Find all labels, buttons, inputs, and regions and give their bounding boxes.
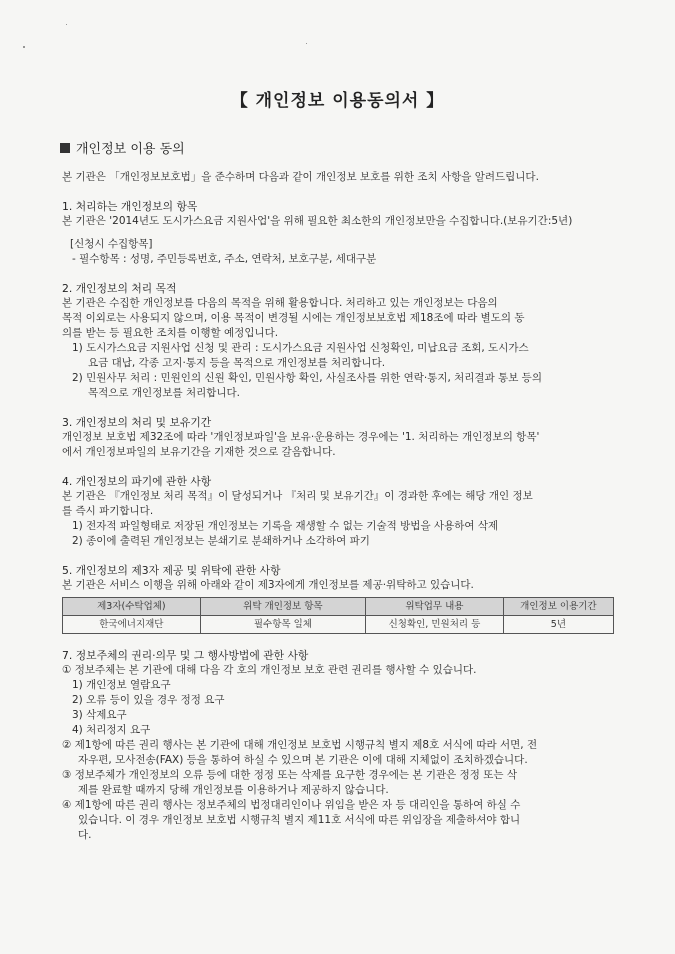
table-cell: 신청확인, 민원처리 등 — [366, 616, 504, 634]
s7-right: 3) 삭제요구 — [72, 709, 127, 721]
s2-heading: 2. 개인정보의 처리 목적 — [62, 282, 177, 295]
square-bullet-icon — [60, 143, 70, 153]
s7-clause: ① 정보주체는 본 기관에 대해 다음 각 호의 개인정보 보호 관련 권리를 행사할 수 있습니다. — [62, 664, 477, 676]
s4-line: 를 즉시 파기합니다. — [62, 505, 154, 517]
s5-heading: 5. 개인정보의 제3자 제공 및 위탁에 관한 사항 — [62, 564, 281, 577]
s1-text: 본 기관은 '2014년도 도시가스요금 지원사업'을 위해 필요한 최소한의 개인정보만을 수집합니다.(보유기간:5년) — [62, 215, 573, 227]
s7-clause-cont: 있습니다. 이 경우 개인정보 보호법 시행규칙 별지 제11호 서식에 따른 위임장을 제출하셔야 합니 — [78, 814, 521, 826]
table-cell: 필수항목 일체 — [200, 616, 365, 634]
table-cell: 한국에너지재단 — [63, 616, 201, 634]
s7-clause-cont: 자우편, 모사전송(FAX) 등을 통하여 하실 수 있으며 본 기관은 이에 대해 지체없이 조치하겠습니다. — [78, 754, 528, 766]
table-cell: 5년 — [503, 616, 613, 634]
s3-line: 개인정보 보호법 제32조에 따라 '개인정보파일'을 보유·운용하는 경우에는 '1. 처리하는 개인정보의 항목' — [62, 431, 540, 443]
scan-speck — [306, 43, 307, 44]
s7-clause: ④ 제1항에 따른 권리 행사는 정보주체의 법정대리인이나 위임을 받은 자 등 대리인을 통하여 하실 수 — [62, 799, 521, 811]
s7-clause-cont: 제를 완료할 때까지 당해 개인정보를 이용하거나 제공하지 않습니다. — [78, 784, 389, 796]
s2-line: 의를 받는 등 필요한 조치를 이행할 예정입니다. — [62, 327, 279, 339]
table-header-row — [63, 598, 614, 616]
table-header: 위탁 개인정보 항목 — [200, 598, 365, 616]
s3-heading: 3. 개인정보의 처리 및 보유기간 — [62, 416, 212, 429]
s2-line: 목적 이외로는 사용되지 않으며, 이용 목적이 변경될 시에는 개인정보보호법 제18조에 따라 별도의 동 — [62, 312, 525, 324]
s3-line: 에서 개인정보파일의 보유기간을 기재한 것으로 갈음합니다. — [62, 446, 336, 458]
document-body — [62, 170, 617, 843]
document-title: 【 개인정보 이용동의서 】 — [230, 91, 445, 111]
intro-text: 본 기관은 「개인정보보호법」을 준수하며 다음과 같이 개인정보 보호를 위한 조치 사항을 알려드립니다. — [62, 171, 539, 183]
s2-item-cont: 요금 대납, 각종 고지·통지 등을 목적으로 개인정보를 처리합니다. — [88, 357, 386, 369]
s4-item: 2) 종이에 출력된 개인정보는 분쇄기로 분쇄하거나 소각하여 파기 — [72, 535, 370, 547]
s4-line: 본 기관은 『개인정보 처리 목적』이 달성되거나 『처리 및 보유기간』이 경과한 후에는 해당 개인 정보 — [62, 490, 533, 502]
s7-clause: ② 제1항에 따른 권리 행사는 본 기관에 대해 개인정보 보호법 시행규칙 별지 제8호 서식에 따라 서면, 전 — [62, 739, 538, 751]
s1-heading: 1. 처리하는 개인정보의 항목 — [62, 200, 198, 213]
s2-line: 본 기관은 수집한 개인정보를 다음의 목적을 위해 활용합니다. 처리하고 있는 개인정보는 다음의 — [62, 297, 498, 309]
scan-speck — [66, 24, 67, 25]
section-title: 개인정보 이용 동의 — [76, 142, 185, 157]
s7-clause: ③ 정보주체가 개인정보의 오류 등에 대한 정정 또는 삭제를 요구한 경우에는 본 기관은 정정 또는 삭 — [62, 769, 518, 781]
s1-bracket: [신청시 수집항목] — [70, 238, 153, 250]
table-header: 개인정보 이용기간 — [503, 598, 613, 616]
provision-table — [62, 597, 614, 634]
table-header: 위탁업무 내용 — [366, 598, 504, 616]
s4-heading: 4. 개인정보의 파기에 관한 사항 — [62, 475, 212, 488]
s7-heading: 7. 정보주체의 권리·의무 및 그 행사방법에 관한 사항 — [62, 649, 309, 662]
s7-right: 2) 오류 등이 있을 경우 정정 요구 — [72, 694, 225, 706]
s4-item: 1) 전자적 파일형태로 저장된 개인정보는 기록을 재생할 수 없는 기술적 방법을 사용하여 삭제 — [72, 520, 499, 532]
s1-item: - 필수항목 : 성명, 주민등록번호, 주소, 연락처, 보호구분, 세대구분 — [72, 253, 377, 265]
s7-right: 1) 개인정보 열람요구 — [72, 679, 171, 691]
s5-line: 본 기관은 서비스 이행을 위해 아래와 같이 제3자에게 개인정보를 제공·위탁하고 있습니다. — [62, 579, 474, 591]
s7-clause-cont: 다. — [78, 829, 92, 841]
table-row — [63, 616, 614, 634]
s7-right: 4) 처리정지 요구 — [72, 724, 151, 736]
s2-item: 2) 민원사무 처리 : 민원인의 신원 확인, 민원사항 확인, 사실조사를 위한 연락·통지, 처리결과 통보 등의 — [72, 372, 542, 384]
s2-item-cont: 목적으로 개인정보를 처리합니다. — [88, 387, 241, 399]
section-header — [60, 138, 185, 157]
s2-item: 1) 도시가스요금 지원사업 신청 및 관리 : 도시가스요금 지원사업 신청확인, 미납요금 조회, 도시가스 — [72, 342, 529, 354]
scan-speck — [23, 46, 25, 48]
table-header: 제3자(수탁업체) — [63, 598, 201, 616]
